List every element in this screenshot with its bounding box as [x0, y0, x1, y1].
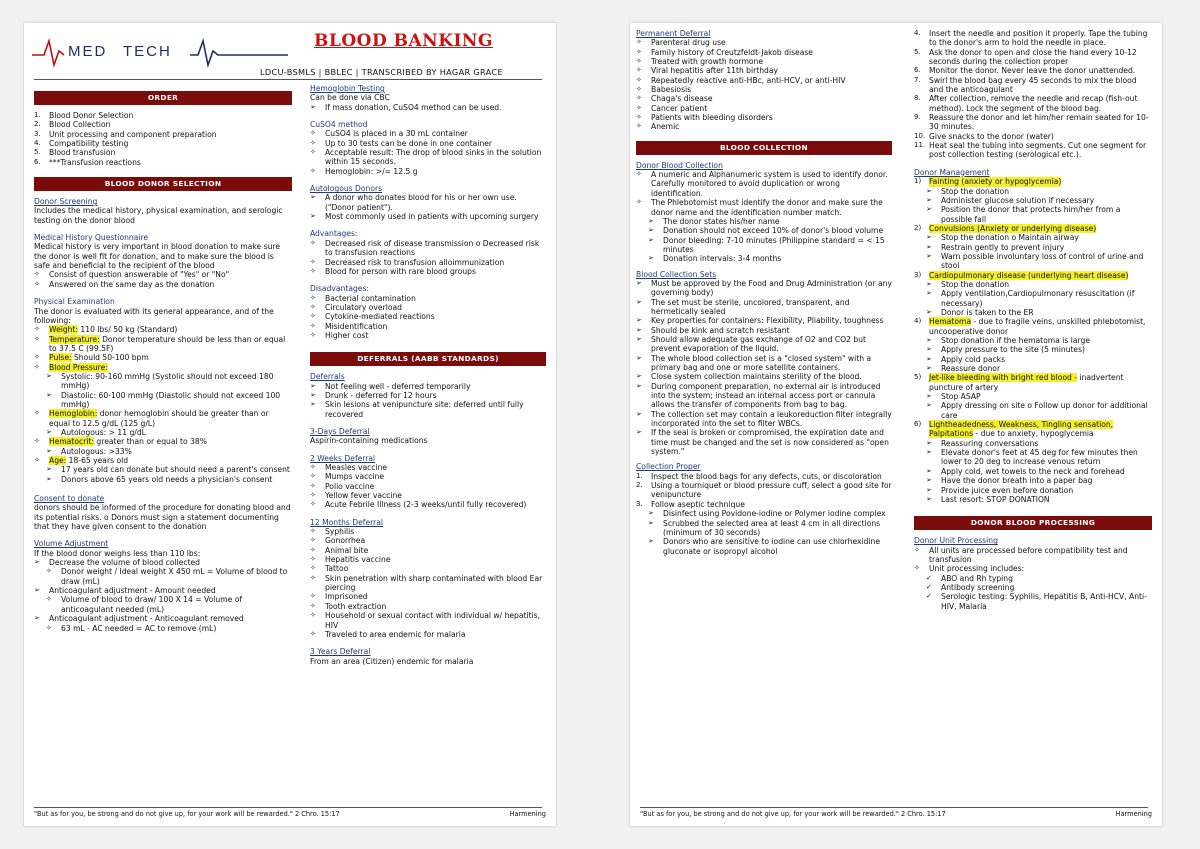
cp-step: Ask the donor to open and close the hand every 10-12 seconds during the collection proper	[929, 47, 1137, 67]
weight-label: Weight:	[49, 325, 79, 335]
page-right	[630, 23, 1162, 826]
m12-item: Syphilis	[325, 527, 355, 537]
doc-title: BLOOD BANKING	[314, 31, 493, 51]
sets-heading: Blood Collection Sets	[636, 269, 717, 279]
cp-heading: Collection Proper	[636, 462, 701, 472]
footer-left	[34, 810, 546, 818]
temp-label: Temperature:	[49, 334, 100, 344]
cuso-item: Up to 30 tests can be done in one container	[325, 138, 493, 148]
dbc-subitem: Donation intervals: 3-4 months	[663, 254, 782, 264]
cp-step: Heat seal the tubing into segments. Cut one segment for post collection testing (serological etc.).	[929, 141, 1147, 160]
pe-heading: Physical Examination	[34, 297, 115, 307]
footer-author: Harmening	[509, 810, 546, 818]
deferral-item: Skin lesions at venipuncture site: deferred until fully recovered	[325, 400, 524, 419]
bp-label: Blood Pressure:	[49, 362, 108, 372]
cp-substep: Scrubbed the selected area at least 4 cm in all directions (minimum of 30 seconds)	[663, 518, 881, 537]
auto-item: A donor who donates blood for his or her own use. ("Donor patient").	[325, 193, 517, 212]
y3-text: From an area (Citizen) endemic for malaria	[310, 656, 474, 666]
sets-item: The set must be sterile, uncolored, transparent, and hermetically sealed	[651, 297, 850, 316]
cp-step: Inspect the blood bags for any defects, cuts, or discoloration	[651, 471, 882, 481]
d3-text: Aspirin-containing medications	[310, 436, 428, 446]
sets-item: Key properties for containers: Flexibility, Pliability, toughness	[651, 316, 884, 326]
left-col-1: ORDER 1. Blood Donor Selection 2. Blood Collection 3. Unit processing and component preparation 4. Compatibility testing 5. Blood transfusion 6. ***Transfusion reactions BLOOD DONOR SELECTION Donor Screening Includes the medical history, physical examination, and serologic testing on the donor blood Medical History Questionnaire Medical history is very important in blood donation to make sure the donor is well fit for donation, and to make sure the blood is safe and beneficial to the recipient of the blood ✧ Consist of question answerable of "Yes" or "No" ✧ Answered on the same day as the donation Physical Examination The donor is evaluated with its general appearance, and of the following: ✧ Weight: 110 lbs/ 50 kg (Standard) ✧ Temperature: Donor temperature should be less than or equal to 37.5 C (99.5F) ✧ Pulse: Should 50-100 bpm ✧ Blood Pressure: ➢ Systolic: 90-160 mmHg (Systolic should not exceed 180 mmHg) ➢ Diastolic: 60-100 mmHg (Diastolic should not exceed 100 mmHg) ✧ Hemoglobin: donor hemoglobin should be greater than or equal to 12.5 g/dL (125 g/L) ➢ Autologous: > 11 g/dL ✧ Hematocrit: greater than or equal to 38% ➢ Autologous: >33% ✧ Age: 18-65 years old ➢ 17 years old can donate but should need a parent's consent ➢ Donors above 65 years old needs a physician's consent Consent to donate donors should be informed of the procedure for donating blood and its potential risks. o Donors must sign a statement documenting that they have given consent to the donation Volume Adjustment If the blood donor weighs less than 110 lbs: ➢ Decrease the volume of blood collected ✧ Donor weight / Ideal weight X 450 mL = Volume of blood to draw (mL) ➢ Anticoagulant adjustment - Amount needed ✧ Volume of blood to draw/ 100 X 14 = Volume of anticoagulant needed (mL) ➢ Anticoagulant adjustment - Anticoagulant removed ✧ 63 mL - AC needed = AC to remove (mL)	[34, 93, 291, 633]
right-col-2: 4. Insert the needle and position it properly. Tape the tubing to the donor's arm to hold the needle in place. 5. Ask the donor to open and close the hand every 10-12 seconds during the collection proper 6. Monitor the donor. Never leave the donor unattended. 7. Swirl the blood bag every 45 seconds to mix the blood and the anticoagulant 8. After collection, remove the needle and recap (fish-out method). Lock the segment of the blood bag. 9. Reassure the donor and let him/her remain seated for 10-30 minutes. 10. Give snacks to the donor (water) 11. Heat seal the tubing into segments. Cut one segment for post collection testing (serological etc.). Donor Management 1) Fainting (anxiety or hypoglycemia) ➢ Stop the donation ➢ Administer glucose solution if necessary ➢ Position the donor that protects him/her from a possible fall 2) Convulsions (Anxiety or underlying disease) ➢ Stop the donation o Maintain airway ➢ Restrain gently to prevent injury ➢ Warn possible involuntary loss of control of urine and stool 3) Cardiopulmonary disease (underlying heart disease) ➢ Stop the donation ➢ Apply ventilation,Cardiopulmonary resuscitation (if necessary) ➢ Donor is taken to the ER 4) Hematoma - due to fragile veins, unskilled phlebotomist, uncooperative donor ➢ Stop donation if the hematoma is large ➢ Apply pressure to the site (5 minutes) ➢ Apply cold packs ➢ Reassure donor 5) Jet-like bleeding with bright red blood - inadvertent puncture of artery ➢ Stop ASAP ➢ Apply dressing on site o Follow up donor for additional care 6) Lightheadedness, Weakness, Tingling sensation, Palpitations - due to anxiety, hypoglycemia ➢ Reassuring conversations ➢ Elevate donor's feet at 45 deg for few minutes then lower to 20 deg to increase venous return ➢ Apply cold, wet towels to the neck and forehead ➢ Have the donor breath into a paper bag ➢ Provide juice even before donation ➢ Last resort: STOP DONATION DONOR BLOOD PROCESSING Donor Unit Processing ✧ All units are processed before compatibility test and transfusion ✧ Unit processing includes: ✓ ABO and Rh typing ✓ Antibody screening ✓ Serologic testing: Syphilis, Hepatitis B, Anti-HCV, Anti-HIV, Malaria	[914, 29, 1152, 611]
dbc-subitem: Donor bleeding: 7-10 minutes (Philippine standard = < 15 minutes	[663, 235, 885, 254]
bp-diastolic: Diastolic: 60-100 mmHg (Diastolic should not exceed 100 mmHg)	[61, 390, 281, 409]
m12-item: Household or sexual contact with individual w/ hepatitis, HIV	[325, 611, 541, 630]
perm-item: Patients with bleeding disorders	[651, 113, 773, 123]
dis-heading: Disadvantages:	[310, 284, 369, 294]
perm-item: Treated with growth hormone	[651, 57, 764, 67]
dis-item: Circulatory overload	[325, 302, 402, 312]
age-note: 17 years old can donate but should need a parent's consent	[61, 465, 290, 475]
logo-text-right: TECH	[123, 43, 172, 60]
volume-item: Anticoagulant adjustment - Anticoagulant removed	[49, 614, 244, 624]
volume-formula: 63 mL - AC needed = AC to remove (mL)	[61, 623, 217, 633]
dm-item: Stop ASAP	[941, 392, 981, 402]
footer-quote: "But as for you, be strong and do not give up, for your work will be rewarded." 2 Chro. 15:17	[640, 810, 946, 818]
footer-author: Harmening	[1115, 810, 1152, 818]
dm-item: Administer glucose solution if necessary	[941, 195, 1095, 205]
cp-step: Swirl the blood bag every 45 seconds to mix the blood and the anticoagulant	[929, 75, 1137, 95]
hgbtest-text: Can be done via CBC	[310, 93, 390, 103]
hgbtest-bullet: If mass donation, CuSO4 method can be used.	[325, 102, 502, 112]
sets-item: Should allow adequate gas exchange of O2 and CO2 but prevent evaporation of the liquid.	[651, 334, 866, 354]
w2-item: Acute Febrile Illness (2-3 weeks/until fully recovered)	[325, 500, 527, 510]
cuso-item: Acceptable result: The drop of blood sinks in the solution within 15 seconds.	[325, 148, 542, 167]
hgb-autologous: Autologous: > 11 g/dL	[61, 427, 146, 437]
order-item: Blood Collection	[49, 120, 111, 130]
bc-bar: BLOOD COLLECTION	[636, 141, 892, 155]
bds-bar: BLOOD DONOR SELECTION	[34, 177, 292, 191]
sets-item: During component preparation, no external air is introduced into the system; instead an internal access port or cannula allows the transfer of components from bag to bag.	[651, 381, 881, 410]
dm-item: Last resort: STOP DONATION	[941, 494, 1050, 504]
age-note: Donors above 65 years old needs a physician's consent	[61, 474, 273, 484]
page-left	[24, 23, 556, 826]
footer-rule	[34, 807, 542, 808]
dm-jet: Jet-like bleeding with bright red blood -	[929, 373, 1077, 383]
cuso-item: CuSO4 is placed in a 30 mL container	[325, 129, 468, 139]
mhq-bullet: Consist of question answerable of "Yes" or "No"	[49, 270, 230, 280]
m12-item: Tattoo	[325, 564, 349, 574]
cuso-item: Hemoglobin: >/= 12.5 g	[325, 166, 418, 176]
cp-step: Using a tourniquet or blood pressure cuff, select a good site for venipuncture	[651, 481, 892, 500]
deferrals-bar: DEFERRALS (AABB STANDARDS)	[310, 352, 546, 366]
volume-item: Anticoagulant adjustment - Amount needed	[49, 586, 216, 596]
dbp-check: Antibody screening	[941, 582, 1015, 592]
volume-heading: Volume Adjustment	[34, 539, 109, 549]
volume-item: Decrease the volume of blood collected	[49, 558, 200, 568]
cp-step: Give snacks to the donor (water)	[929, 131, 1054, 141]
medtech-logo	[30, 29, 288, 69]
m12-item: Hepatitis vaccine	[325, 555, 391, 565]
dbc-heading: Donor Blood Collection	[636, 160, 723, 170]
cp-substep: Disinfect using Povidone-iodine or Polymer iodine complex	[663, 509, 886, 519]
order-item: ***Transfusion reactions	[49, 157, 141, 167]
order-bar: ORDER	[34, 91, 292, 105]
perm-item: Parenteral drug use	[651, 38, 726, 48]
age-label: Age:	[49, 456, 67, 465]
dbp-check: Serologic testing: Syphilis, Hepatitis B, Anti-HCV, Anti-HIV, Malaria	[941, 592, 1147, 611]
dis-item: Bacterial contamination	[325, 293, 416, 303]
header-rule	[34, 79, 542, 80]
m12-item: Traveled to area endemic for malaria	[325, 629, 466, 639]
cp-step: Follow aseptic technique	[651, 499, 745, 509]
sets-item: The collection set may contain a leukoreduction filter integrally incorporated into the set to filter WBCs.	[651, 409, 892, 429]
volume-formula: Donor weight / Ideal weight X 450 mL = Volume of blood to draw (mL)	[61, 567, 288, 586]
dm-fainting: Fainting (anxiety or hypoglycemia)	[929, 177, 1062, 187]
dm-item: Position the donor that protects him/her from a possible fall	[941, 205, 1121, 224]
m12-item: Imprisoned	[325, 592, 368, 602]
dm-item: Reassuring conversations	[941, 438, 1039, 448]
hgb-value: donor hemoglobin should be greater than or equal to 12.5 g/dL (125 g/L)	[49, 409, 269, 428]
m12-item: Animal bite	[325, 545, 369, 555]
dbp-heading: Donor Unit Processing	[914, 536, 998, 546]
adv-item: Blood for person with rare blood groups	[325, 266, 476, 276]
perm-item: Anemic	[651, 122, 680, 132]
footer-rule	[640, 807, 1148, 808]
sets-item: Must be approved by the Food and Drug Administration (or any governing body)	[651, 278, 892, 298]
dm-hematoma: Hematoma	[929, 317, 972, 327]
dbp-item: Unit processing includes:	[929, 564, 1025, 574]
dm-light-desc: - due to anxiety, hypoglycemia	[973, 429, 1094, 439]
adv-item: Decreased risk of disease transmission o Decreased risk to transfusion reactions	[325, 238, 540, 258]
w2-item: Mumps vaccine	[325, 472, 385, 482]
w2-heading: 2 Weeks Deferral	[310, 453, 376, 463]
m12-item: Tooth extraction	[325, 601, 387, 611]
mhq-bullet: Answered on the same day as the donation	[49, 279, 215, 289]
perm-item: Chaga's disease	[651, 94, 713, 104]
perm-item: Viral hepatitis after 11th birthday	[651, 66, 778, 76]
mhq-heading: Medical History Questionnaire	[34, 233, 149, 243]
m12-heading: 12 Months Deferral	[310, 517, 383, 527]
dm-light: Lightheadedness, Weakness, Tingling sensation, Palpitations	[929, 420, 1114, 439]
dbc-subitem: Donation should not exceed 10% of donor's blood volume	[663, 226, 884, 236]
cp-step: After collection, remove the needle and recap (fish-out method). Lock the segment of the blood bag.	[929, 94, 1138, 113]
dm-cardio: Cardiopulmonary disease (underlying heart disease)	[929, 270, 1129, 280]
cp-substep: Donors who are sensitive to iodine can use chlorhexidine gluconate or isopropyl alcohol	[663, 537, 881, 556]
age-value: 18-65 years old	[66, 456, 129, 465]
dm-item: Stop the donation	[941, 186, 1010, 196]
dm-item: Have the donor breath into a paper bag	[941, 476, 1093, 486]
cp-step: Monitor the donor. Never leave the donor unattended.	[929, 66, 1136, 76]
m12-item: Skin penetration with sharp contaminated with blood Ear piercing	[325, 573, 543, 593]
w2-item: Measles vaccine	[325, 463, 388, 472]
volume-formula: Volume of blood to draw/ 100 X 14 = Volume of anticoagulant needed (mL)	[61, 595, 243, 614]
dbp-item: All units are processed before compatibility test and transfusion	[929, 545, 1128, 564]
order-item: Blood transfusion	[49, 148, 116, 158]
order-item: Blood Donor Selection	[49, 111, 134, 120]
dm-item: Elevate donor's feet at 45 deg for few minutes then lower to 20 deg to increase venous return	[941, 448, 1138, 467]
dbc-item: The Phlebotomist must identify the donor and make sure the donor name and the identification number match.	[651, 198, 883, 217]
sets-item: The whole blood collection set is a "closed system" with a primary bag and one or more satellite containers.	[651, 353, 872, 372]
d3-heading: 3-Days Deferral	[310, 426, 370, 436]
temp-value: Donor temperature should be less than or equal to 37.5 C (99.5F)	[49, 334, 286, 353]
dm-heading: Donor Management	[914, 167, 990, 177]
hgbtest-heading: Hemoglobin Testing	[310, 84, 385, 93]
perm-item: Repeatedly reactive anti-HBc, anti-HCV, or anti-HIV	[651, 75, 846, 85]
dbp-check: ABO and Rh typing	[941, 573, 1013, 583]
sets-item: If the seal is broken or compromised, the expiration date and time must be changed and the set is now considered as "open system."	[651, 428, 889, 457]
cp-step: Reassure the donor and let him/her remain seated for 10-30 minutes.	[929, 113, 1149, 132]
sets-item: Should be kink and scratch resistant	[651, 325, 790, 335]
dm-item: Apply cold, wet towels to the neck and forehead	[941, 466, 1125, 476]
pulse-value: Should 50-100 bpm	[71, 353, 149, 363]
dis-item: Misidentification	[325, 321, 388, 331]
dm-item: Apply ventilation,Cardiopulmonary resuscitation (if necessary)	[941, 289, 1135, 308]
deferral-item: Not feeling well - deferred temporarily	[325, 381, 471, 391]
dm-item: Provide juice even before donation	[941, 485, 1074, 495]
pulse-label: Pulse:	[49, 353, 72, 363]
perm-item: Family history of Creutzfeldt-Jakob disease	[651, 47, 813, 57]
pe-text: The donor is evaluated with its general appearance, and of the following:	[34, 306, 274, 325]
adv-item: Decreased risk to transfusion alloimmunization	[325, 257, 505, 267]
dm-item: Stop donation if the hematoma is large	[941, 336, 1090, 345]
mhq-text: Medical history is very important in blood donation to make sure the donor is well fit for donation, and to make sure the blood is safe and beneficial to the recipient of the blood	[34, 242, 281, 271]
footer-right	[640, 810, 1152, 818]
screening-text: Includes the medical history, physical examination, and serologic testing on the donor blood	[34, 206, 283, 225]
dis-item: Cytokine-mediated reactions	[325, 312, 435, 322]
dbc-subitem: The donor states his/her name	[663, 216, 780, 226]
dm-convulsions: Convulsions (Anxiety or underlying disease)	[929, 223, 1097, 233]
left-col-2: Hemoglobin Testing Can be done via CBC ➢ If mass donation, CuSO4 method can be used. CuSO4 method ✧ CuSO4 is placed in a 30 mL container ✧ Up to 30 tests can be done in one container ✧ Acceptable result: The drop of blood sinks in the solution within 15 seconds. ✧ Hemoglobin: >/= 12.5 g Autologous Donors ➢ A donor who donates blood for his or her own use. ("Donor patient"). ➢ Most commonly used in patients with upcoming surgery Advantages: ✧ Decreased risk of disease transmission o Decreased risk to transfusion reactions ✧ Decreased risk to transfusion alloimmunization ✧ Blood for person with rare blood groups Disadvantages: ✧ Bacterial contamination ✧ Circulatory overload ✧ Cytokine-mediated reactions ✧ Misidentification ✧ Higher cost DEFERRALS (AABB STANDARDS) Deferrals ➢ Not feeling well - deferred temporarily ➢ Drunk - deferred for 12 hours ➢ Skin lesions at venipuncture site: deferred until fully recovered 3-Days Deferral Aspirin-containing medications 2 Weeks Deferral ✧ Measles vaccine ✧ Mumps vaccine ✧ Polio vaccine ✧ Yellow fever vaccine ✧ Acute Febrile Illness (2-3 weeks/until fully recovered) 12 Months Deferral ✧ Syphilis ✧ Gonorrhea ✧ Animal bite ✧ Hepatitis vaccine ✧ Tattoo ✧ Skin penetration with sharp contaminated with blood Ear piercing ✧ Imprisoned ✧ Tooth extraction ✧ Household or sexual contact with individual w/ hepatitis, HIV ✧ Traveled to area endemic for malaria 3 Years Deferral From an area (Citizen) endemic for malaria	[310, 81, 546, 666]
order-item: Compatibility testing	[49, 139, 129, 149]
bp-systolic: Systolic: 90-160 mmHg (Systolic should not exceed 180 mmHg)	[61, 371, 274, 391]
auto-heading: Autologous Donors	[310, 184, 383, 194]
dm-item: Apply dressing on site o Follow up donor for additional care	[941, 401, 1148, 420]
screening-heading: Donor Screening	[34, 197, 98, 207]
perm-item: Cancer patient	[651, 103, 708, 113]
dm-item: Stop the donation	[941, 279, 1010, 289]
m12-item: Gonorrhea	[325, 536, 366, 546]
dm-item: Donor is taken to the ER	[941, 307, 1034, 317]
w2-item: Yellow fever vaccine	[325, 491, 402, 501]
subtitle: LDCU-BSMLS | BBLEC | TRANSCRIBED BY HAGAR GRACE	[260, 67, 503, 77]
adv-heading: Advantages:	[310, 229, 358, 239]
consent-heading: Consent to donate	[34, 494, 105, 504]
weight-value: 110 lbs/ 50 kg (Standard)	[78, 325, 178, 335]
dm-item: Apply cold packs	[941, 354, 1006, 364]
dm-hematoma-desc: - due to fragile veins, unskilled phlebotomist, uncooperative donor	[929, 317, 1146, 336]
right-col-1: Permanent Deferral ✧ Parenteral drug use ✧ Family history of Creutzfeldt-Jakob disease ✧ Treated with growth hormone ✧ Viral hepatitis after 11th birthday ✧ Repeatedly reactive anti-HBc, anti-HCV, or anti-HIV ✧ Babesiosis ✧ Chaga's disease ✧ Cancer patient ✧ Patients with bleeding disorders ✧ Anemic BLOOD COLLECTION Donor Blood Collection ✧ A numeric and Alphanumeric system is used to identify donor. Carefully monitored to avoid duplication or wrong identification. ✧ The Phlebotomist must identify the donor and make sure the donor name and the identification number match. ➢ The donor states his/her name ➢ Donation should not exceed 10% of donor's blood volume ➢ Donor bleeding: 7-10 minutes (Philippine standard = < 15 minutes ➢ Donation intervals: 3-4 months Blood Collection Sets ➢ Must be approved by the Food and Drug Administration (or any governing body) ➢ The set must be sterile, uncolored, transparent, and hermetically sealed ➢ Key properties for containers: Flexibility, Pliability, toughness ➢ Should be kink and scratch resistant ➢ Should allow adequate gas exchange of O2 and CO2 but prevent evaporation of the liquid. ➢ The whole blood collection set is a "closed system" with a primary bag and one or more satellite containers. ➢ Close system collection maintains sterility of the blood. ➢ During component preparation, no external air is introduced into the system; instead an internal access port or cannula allows the transfer of components from bag to bag. ➢ The collection set may contain a leukoreduction filter integrally incorporated into the set to filter WBCs. ➢ If the seal is broken or compromised, the expiration date and time must be changed and the set is now considered as "open system." Collection Proper 1. Inspect the blood bags for any defects, cuts, or discoloration 2. Using a tourniquet or blood pressure cuff, select a good site for venipuncture 3. Follow aseptic technique ➢ Disinfect using Povidone-iodine or Polymer iodine complex ➢ Scrubbed the selected area at least 4 cm in all directions (minimum of 30 seconds) ➢ Donors who are sensitive to iodine can use chlorhexidine gluconate or isopropyl alcohol	[636, 29, 892, 556]
dbc-item: A numeric and Alphanumeric system is used to identify donor. Carefully monitored to avoid duplication or wrong identification.	[651, 170, 888, 198]
dm-jet-desc: inadvertent puncture of artery	[929, 373, 1124, 392]
perm-heading: Permanent Deferral	[636, 29, 711, 38]
hgb-label: Hemoglobin:	[49, 409, 98, 419]
y3-heading: 3 Years Deferral	[310, 647, 371, 657]
deferral-item: Drunk - deferred for 12 hours	[325, 390, 437, 400]
dis-item: Higher cost	[325, 330, 369, 340]
cp-step: Insert the needle and position it properly. Tape the tubing to the donor's arm to hold the needle in place.	[929, 29, 1148, 48]
deferrals-heading: Deferrals	[310, 372, 345, 382]
order-item: Unit processing and component preparation	[49, 129, 217, 139]
hct-value: greater than or equal to 38%	[94, 437, 207, 447]
dm-item: Stop the donation o Maintain airway	[941, 233, 1079, 243]
dm-item: Reassure donor	[941, 364, 1001, 374]
consent-text: donors should be informed of the procedure for donating blood and its potential risks. o Donors must sign a statement documenting that they have given consent to the donation	[34, 503, 291, 532]
volume-text: If the blood donor weighs less than 110 lbs:	[34, 548, 201, 558]
perm-item: Babesiosis	[651, 85, 692, 95]
dbp-bar: DONOR BLOOD PROCESSING	[914, 516, 1152, 530]
hct-autologous: Autologous: >33%	[61, 446, 132, 456]
dm-item: Warn possible involuntary loss of control of urine and stool	[941, 251, 1144, 271]
logo-text-left: MED	[68, 43, 108, 60]
footer-quote: "But as for you, be strong and do not give up, for your work will be rewarded." 2 Chro. 15:17	[34, 810, 340, 818]
sets-item: Close system collection maintains sterility of the blood.	[651, 372, 862, 382]
w2-item: Polio vaccine	[325, 481, 375, 491]
hct-label: Hematocrit:	[49, 437, 94, 447]
dm-item: Restrain gently to prevent injury	[941, 242, 1065, 252]
dm-item: Apply pressure to the site (5 minutes)	[941, 345, 1086, 355]
auto-item: Most commonly used in patients with upcoming surgery	[325, 212, 539, 222]
cuso-heading: CuSO4 method	[310, 120, 368, 130]
